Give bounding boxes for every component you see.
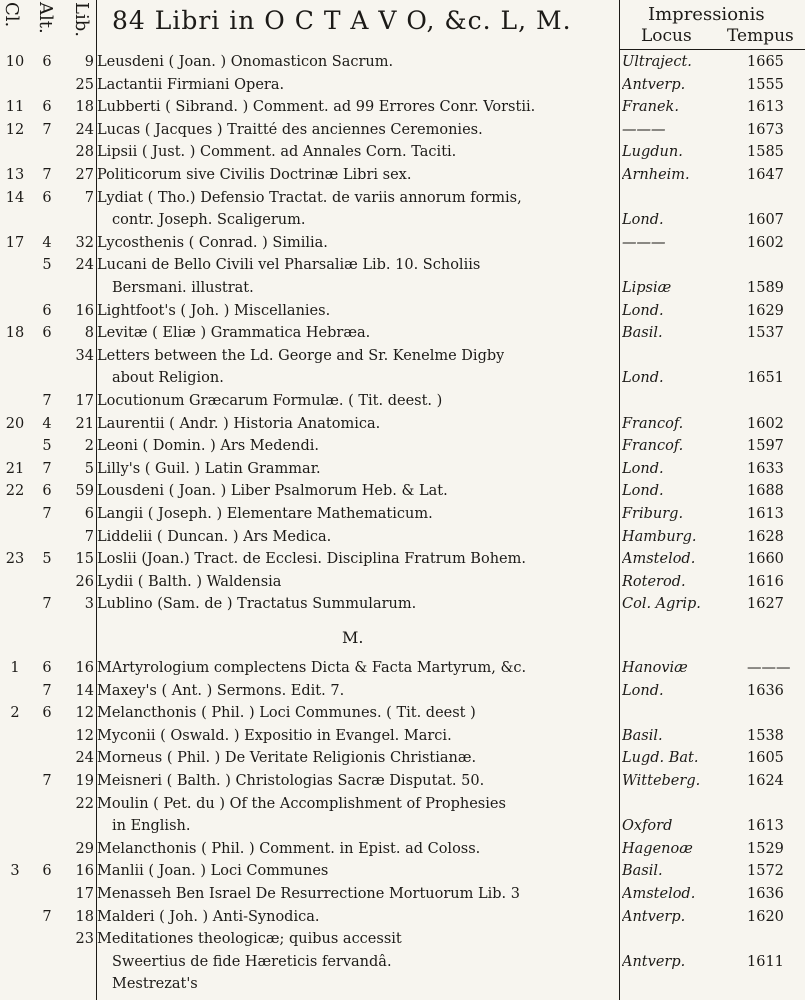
imprint-year: 1620 — [747, 908, 784, 925]
imprint-place: Lugd. Bat. — [622, 750, 699, 767]
altitude-number: 7 — [42, 393, 52, 409]
book-number: 34 — [75, 347, 94, 364]
entry-title: Meditationes theologicæ; quibus accessit — [97, 931, 402, 948]
book-number: 26 — [75, 573, 94, 590]
entry-title: Politicorum sive Civilis Doctrinæ Libri sex. — [97, 167, 412, 183]
imprint-place: Antverp. — [622, 908, 686, 925]
class-number: 21 — [5, 460, 25, 477]
book-number: 2 — [84, 438, 94, 455]
catalogue-entry — [0, 796, 805, 818]
altitude-number: 6 — [42, 54, 52, 70]
tempus-heading: Tempus — [727, 26, 794, 46]
imprint-year: 1673 — [747, 121, 784, 138]
entry-title: Loslii (Joan.) Tract. de Ecclesi. Disciplina Fratrum Bohem. — [97, 551, 526, 568]
imprint-place: Oxford — [622, 818, 673, 835]
altitude-number: 6 — [42, 863, 52, 880]
catalogue-entry — [0, 931, 805, 953]
imprint-year: 1589 — [747, 280, 784, 296]
imprint-place: Antverp. — [622, 953, 686, 970]
column-header-alt: Alt. — [35, 2, 56, 34]
imprint-place: Roterod. — [622, 573, 686, 590]
entry-title: Letters between the Ld. George and Sr. Kenelme Digby — [97, 347, 505, 364]
entry-title: contr. Joseph. Scaligerum. — [112, 212, 306, 229]
catalogue-entry — [0, 370, 805, 392]
entry-title: Laurentii ( Andr. ) Historia Anatomica. — [97, 415, 381, 432]
book-number: 8 — [84, 325, 94, 342]
entry-title: Menasseh Ben Israel De Resurrectione Mortuorum Lib. 3 — [97, 886, 520, 902]
entry-title: Malderi ( Joh. ) Anti-Synodica. — [97, 908, 320, 925]
catalogue-entry — [0, 483, 805, 505]
catalogue-entry — [0, 348, 805, 370]
book-number: 21 — [75, 415, 94, 432]
catalogue-entry — [0, 976, 805, 998]
altitude-number: 4 — [42, 234, 52, 251]
imprint-place: Lond. — [622, 370, 664, 387]
book-number: 16 — [75, 302, 94, 319]
altitude-number: 7 — [42, 773, 52, 789]
imprint-year: 1627 — [747, 596, 784, 613]
imprint-place: Lipsiæ — [622, 280, 672, 296]
entry-title: Lublino (Sam. de ) Tractatus Summularum. — [97, 596, 417, 613]
altitude-number: 7 — [42, 167, 52, 183]
imprint-place: Lond. — [622, 212, 664, 229]
catalogue-entry — [0, 393, 805, 415]
catalogue-entry — [0, 325, 805, 347]
book-number: 28 — [75, 144, 94, 161]
catalogue-entry — [0, 54, 805, 76]
catalogue-entry — [0, 461, 805, 483]
catalogue-entry — [0, 886, 805, 908]
entry-title: Liddelii ( Duncan. ) Ars Medica. — [97, 528, 332, 545]
altitude-number: 4 — [42, 415, 52, 432]
class-number: 3 — [10, 863, 20, 880]
entry-title: Lubberti ( Sibrand. ) Comment. ad 99 Errores Conr. Vorstii. — [97, 99, 536, 116]
imprint-place: Col. Agrip. — [622, 596, 701, 613]
entry-title: Lightfoot's ( Joh. ) Miscellanies. — [97, 302, 331, 319]
entry-title: MArtyrologium complectens Dicta & Facta Martyrum, &c. — [97, 660, 527, 676]
column-header-lib: Lib. — [71, 2, 92, 37]
imprint-place: Arnheim. — [622, 167, 690, 183]
book-number: 7 — [84, 528, 94, 545]
imprint-year: 1636 — [747, 682, 784, 699]
entry-title: Sweertius de fide Hæreticis fervandâ. — [112, 953, 392, 970]
class-number: 22 — [5, 483, 25, 500]
altitude-number: 7 — [42, 121, 52, 138]
imprint-year: 1647 — [747, 167, 784, 183]
entry-title: Lipsii ( Just. ) Comment. ad Annales Corn. Taciti. — [97, 144, 457, 161]
imprint-year: 1555 — [747, 76, 784, 93]
catalogue-entry — [0, 77, 805, 99]
entry-title: Langii ( Joseph. ) Elementare Mathematicum. — [97, 506, 433, 522]
book-number: 9 — [84, 54, 94, 70]
imprint-place: Hagenoæ — [622, 840, 693, 857]
altitude-number: 6 — [42, 189, 52, 206]
altitude-number: 6 — [42, 325, 52, 342]
altitude-number: 5 — [42, 257, 52, 274]
altitude-number: 6 — [42, 705, 52, 722]
book-number: 23 — [75, 931, 94, 948]
class-number: 14 — [5, 189, 25, 206]
imprint-year: 1633 — [747, 460, 784, 477]
entry-title: Leoni ( Domin. ) Ars Medendi. — [97, 438, 319, 455]
book-number: 16 — [75, 660, 94, 676]
imprint-year: 1597 — [747, 438, 784, 455]
entry-title: Lousdeni ( Joan. ) Liber Psalmorum Heb. & Lat. — [97, 483, 448, 500]
entry-title: Lydii ( Balth. ) Waldensia — [97, 573, 282, 590]
book-number: 18 — [75, 908, 94, 925]
class-number: 17 — [5, 234, 25, 251]
imprint-place: Amstelod. — [622, 551, 696, 568]
book-number: 15 — [75, 551, 94, 568]
book-number: 3 — [84, 596, 94, 613]
entry-title: in English. — [112, 818, 191, 835]
entry-title: Lucani de Bello Civili vel Pharsaliæ Lib. 10. Scholiis — [97, 257, 481, 274]
catalogue-entry — [0, 257, 805, 279]
book-number: 16 — [75, 863, 94, 880]
altitude-number: 7 — [42, 908, 52, 925]
catalogue-entry — [0, 144, 805, 166]
book-number: 24 — [75, 750, 94, 767]
book-number: 59 — [75, 483, 94, 500]
imprint-year: 1613 — [747, 818, 784, 835]
imprint-year: 1616 — [747, 573, 784, 590]
imprint-year: 1660 — [747, 551, 784, 568]
catalogue-entry — [0, 303, 805, 325]
catalogue-entry — [0, 212, 805, 234]
imprint-place: Witteberg. — [622, 773, 701, 789]
header-rule — [619, 49, 805, 50]
book-number: 25 — [75, 76, 94, 93]
imprint-year: 1629 — [747, 302, 784, 319]
imprint-year: 1613 — [747, 506, 784, 522]
altitude-number: 7 — [42, 682, 52, 699]
imprint-year: 1602 — [747, 415, 784, 432]
imprint-place: Lugdun. — [622, 144, 683, 161]
catalogue-entry — [0, 167, 805, 189]
entry-title: Myconii ( Oswald. ) Expositio in Evangel. Marci. — [97, 727, 452, 744]
book-number: 32 — [75, 234, 94, 251]
book-number: 17 — [75, 393, 94, 409]
class-number: 1 — [10, 660, 20, 676]
catalogue-entry — [0, 660, 805, 682]
entry-title: about Religion. — [112, 370, 224, 387]
class-number: 20 — [5, 415, 25, 432]
book-number: 12 — [75, 727, 94, 744]
imprint-place: Antverp. — [622, 76, 686, 93]
book-number: 14 — [75, 682, 94, 699]
class-number: 11 — [5, 99, 25, 116]
imprint-place: Lond. — [622, 460, 664, 477]
page-header — [0, 0, 805, 52]
imprint-place: Francof. — [622, 438, 684, 455]
catalogue-entry — [0, 750, 805, 772]
entry-title: Lilly's ( Guil. ) Latin Grammar. — [97, 460, 321, 477]
catalogue-entry — [0, 683, 805, 705]
imprint-year: 1602 — [747, 234, 784, 251]
book-number: 24 — [75, 121, 94, 138]
imprint-place: Friburg. — [622, 506, 684, 522]
catalogue-entry — [0, 506, 805, 528]
book-number: 24 — [75, 257, 94, 274]
catalogue-entry — [0, 773, 805, 795]
imprint-place: Amstelod. — [622, 886, 696, 902]
class-number: 13 — [5, 167, 25, 183]
imprint-place: Francof. — [622, 415, 684, 432]
class-number: 2 — [10, 705, 20, 722]
catalogue-entry — [0, 574, 805, 596]
catalogue-entry — [0, 190, 805, 212]
class-number: 12 — [5, 121, 25, 138]
catalogue-entry — [0, 416, 805, 438]
imprint-place: Hanoviæ — [622, 660, 688, 676]
entry-title: Melancthonis ( Phil. ) Comment. in Epist. ad Coloss. — [97, 840, 481, 857]
imprint-year: 1529 — [747, 840, 784, 857]
catalogue-entry — [0, 122, 805, 144]
catalogue-entry — [0, 705, 805, 727]
book-number: 18 — [75, 99, 94, 116]
catalogue-entry — [0, 529, 805, 551]
catalogue-entry — [0, 551, 805, 573]
book-number: 29 — [75, 840, 94, 857]
imprint-year: 1651 — [747, 370, 784, 387]
altitude-number: 7 — [42, 596, 52, 613]
catalogue-entry — [0, 235, 805, 257]
catalogue-entry — [0, 909, 805, 931]
imprint-year: 1665 — [747, 54, 784, 70]
locus-heading: Locus — [641, 26, 692, 46]
imprint-place: Lond. — [622, 682, 664, 699]
altitude-number: 6 — [42, 483, 52, 500]
imprint-place: Basil. — [622, 325, 663, 342]
imprint-year: ——— — [747, 660, 791, 676]
book-number: 7 — [84, 189, 94, 206]
catalogue-entry — [0, 728, 805, 750]
entry-title: Maxey's ( Ant. ) Sermons. Edit. 7. — [97, 682, 345, 699]
book-number: 5 — [84, 460, 94, 477]
imprint-year: 1572 — [747, 863, 784, 880]
catalogue-entry — [0, 818, 805, 840]
imprint-year: 1585 — [747, 144, 784, 161]
catalogue-entry — [0, 954, 805, 976]
entry-title: Lucas ( Jacques ) Traitté des anciennes Ceremonies. — [97, 121, 483, 138]
entry-title: Locutionum Græcarum Formulæ. ( Tit. deest. ) — [97, 393, 443, 409]
imprint-year: 1605 — [747, 750, 784, 767]
catalogue-entry — [0, 438, 805, 460]
imprint-place: ——— — [622, 234, 666, 251]
imprint-place: Ultraject. — [622, 54, 692, 70]
entry-title: Morneus ( Phil. ) De Veritate Religionis Christianæ. — [97, 750, 477, 767]
imprint-place: Franek. — [622, 99, 679, 116]
class-number: 23 — [5, 551, 25, 568]
imprint-year: 1537 — [747, 325, 784, 342]
book-number: 22 — [75, 795, 94, 812]
altitude-number: 6 — [42, 99, 52, 116]
page-title: 84 Libri in O C T A V O, &c. L, M. — [112, 6, 572, 35]
entry-title: Lactantii Firmiani Opera. — [97, 76, 285, 93]
entry-title: Mestrezat's — [112, 976, 198, 993]
imprint-year: 1628 — [747, 528, 784, 545]
imprint-year: 1624 — [747, 773, 784, 789]
catalogue-entry — [0, 863, 805, 885]
altitude-number: 6 — [42, 302, 52, 319]
entry-title: Moulin ( Pet. du ) Of the Accomplishment of Prophesies — [97, 795, 506, 812]
imprint-year: 1538 — [747, 727, 784, 744]
altitude-number: 5 — [42, 438, 52, 455]
entry-title: Lycosthenis ( Conrad. ) Similia. — [97, 234, 328, 251]
entry-title: Manlii ( Joan. ) Loci Communes — [97, 863, 329, 880]
imprint-place: Hamburg. — [622, 528, 697, 545]
entry-title: Meisneri ( Balth. ) Christologias Sacræ Disputat. 50. — [97, 773, 485, 789]
imprint-year: 1688 — [747, 483, 784, 500]
altitude-number: 7 — [42, 506, 52, 522]
entry-title: Melancthonis ( Phil. ) Loci Communes. ( Tit. deest ) — [97, 705, 476, 722]
entry-title: Levitæ ( Eliæ ) Grammatica Hebræa. — [97, 325, 371, 342]
imprint-year: 1607 — [747, 212, 784, 229]
imprint-place: ——— — [622, 121, 666, 138]
catalogue-entry — [0, 596, 805, 618]
section-heading-m: M. — [342, 628, 364, 647]
altitude-number: 5 — [42, 551, 52, 568]
imprint-place: Basil. — [622, 863, 663, 880]
entry-title: Bersmani. illustrat. — [112, 280, 254, 296]
altitude-number: 7 — [42, 460, 52, 477]
class-number: 10 — [5, 54, 25, 70]
class-number: 18 — [5, 325, 25, 342]
book-number: 12 — [75, 705, 94, 722]
imprint-year: 1613 — [747, 99, 784, 116]
book-number: 6 — [84, 506, 94, 522]
impressionis-heading: Impressionis — [648, 4, 765, 25]
catalogue-entry — [0, 99, 805, 121]
book-number: 19 — [75, 773, 94, 789]
book-number: 17 — [75, 886, 94, 902]
imprint-year: 1636 — [747, 886, 784, 902]
imprint-place: Lond. — [622, 302, 664, 319]
catalogue-entry — [0, 280, 805, 302]
book-number: 27 — [75, 167, 94, 183]
altitude-number: 6 — [42, 660, 52, 676]
column-header-cl: Cl. — [1, 2, 22, 28]
imprint-place: Basil. — [622, 727, 663, 744]
catalogue-entry — [0, 841, 805, 863]
imprint-year: 1611 — [747, 953, 784, 970]
entry-title: Leusdeni ( Joan. ) Onomasticon Sacrum. — [97, 54, 394, 70]
entry-title: Lydiat ( Tho.) Defensio Tractat. de variis annorum formis, — [97, 189, 522, 206]
imprint-place: Lond. — [622, 483, 664, 500]
